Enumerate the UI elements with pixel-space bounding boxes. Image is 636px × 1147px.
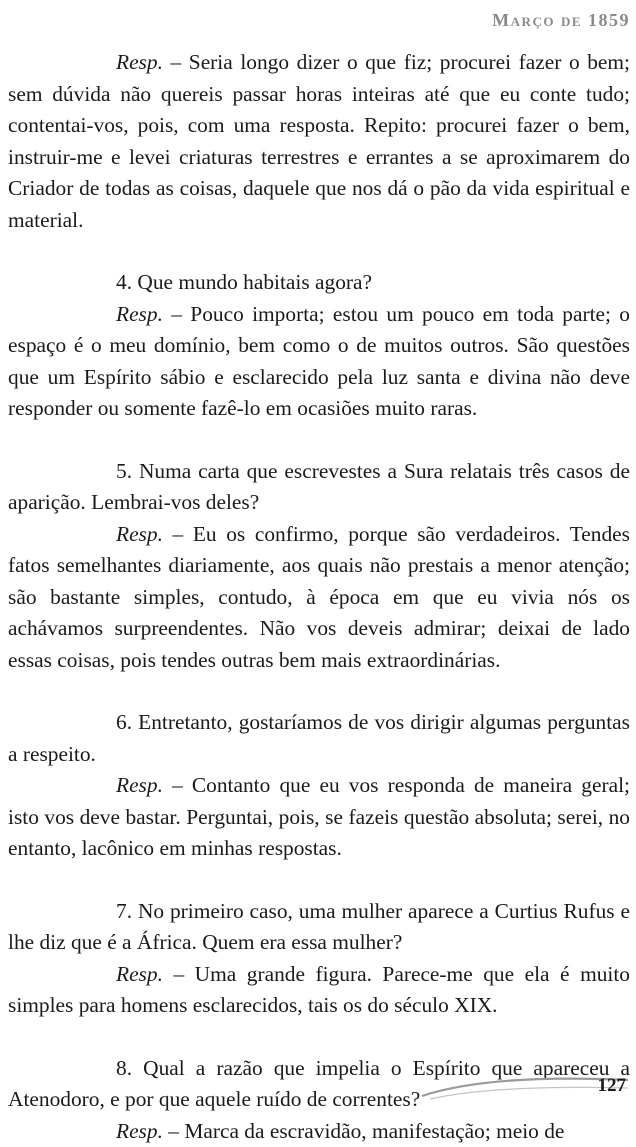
paragraph-text: 8. Qual a razão que impelia o Espírito que apareceu a Atenodoro, e por que aquele ruído de correntes? bbox=[8, 1056, 630, 1112]
paragraph-text: 6. Entretanto, gostaríamos de vos dirigir algumas perguntas a respeito. bbox=[8, 710, 630, 766]
page-footer bbox=[420, 1066, 630, 1104]
answer-paragraph bbox=[8, 47, 630, 236]
answer-paragraph bbox=[8, 959, 630, 1022]
paragraph-text: – Uma grande figura. Parece-me que ela é muito simples para homens esclarecidos, tais os do século XIX. bbox=[8, 962, 630, 1018]
question-paragraph bbox=[8, 707, 630, 770]
question-paragraph bbox=[8, 456, 630, 519]
paragraph-text: 7. No primeiro caso, uma mulher aparece a Curtius Rufus e lhe diz que é a África. Quem era essa mulher? bbox=[8, 899, 630, 955]
page-body bbox=[8, 47, 630, 1147]
running-header: Março de 1859 bbox=[492, 10, 630, 31]
resp-label: Resp. bbox=[116, 522, 163, 546]
resp-label: Resp. bbox=[116, 962, 163, 986]
paragraph-text: – Pouco importa; estou um pouco em toda parte; o espaço é o meu domínio, bem como o de muitos outros. São questões que um Espírito sábio e esclarecido pela luz santa e divina não deve responder ou somente fazê-lo em ocasiões muito raras. bbox=[8, 302, 630, 421]
answer-paragraph bbox=[8, 299, 630, 425]
resp-label: Resp. bbox=[116, 773, 163, 797]
resp-label: Resp. bbox=[116, 1119, 163, 1143]
paragraph-text: 5. Numa carta que escrevestes a Sura relatais três casos de aparição. Lembrai-vos deles? bbox=[8, 459, 630, 515]
answer-paragraph bbox=[8, 770, 630, 865]
paragraph-text: – Eu os confirmo, porque são verdadeiros. Tendes fatos semelhantes diariamente, aos quais não prestais a menor atenção; são bastante simples, contudo, à época em que eu vivia nós os achávamos surpreendentes. Não vos deveis admirar; deixai de lado essas coisas, pois tendes outras bem mais extraordinárias. bbox=[8, 522, 630, 672]
resp-label: Resp. bbox=[116, 302, 163, 326]
resp-label: Resp. bbox=[116, 50, 163, 74]
question-paragraph bbox=[8, 267, 630, 299]
paragraph-text: – Contanto que eu vos responda de maneira geral; isto vos deve bastar. Perguntai, pois, se fazeis questão absoluta; serei, no entanto, lacônico em minhas respostas. bbox=[8, 773, 630, 860]
question-paragraph bbox=[8, 896, 630, 959]
answer-paragraph bbox=[8, 519, 630, 677]
paragraph-text: – Seria longo dizer o que fiz; procurei fazer o bem; sem dúvida não quereis passar horas inteiras até que eu conte tudo; contentai-vos, pois, com uma resposta. Repito: procurei fazer o bem, instruir-me e levei criaturas terrestres e errantes a se aproximarem do Criador de todas as coisas, daquele que nos dá o pão da vida espiritual e material. bbox=[8, 50, 630, 232]
page-number: 127 bbox=[598, 1075, 627, 1097]
paragraph-text: 4. Que mundo habitais agora? bbox=[116, 270, 372, 294]
paragraph-text: – Marca da escravidão, manifestação; meio de bbox=[163, 1119, 564, 1143]
answer-paragraph bbox=[8, 1116, 630, 1147]
